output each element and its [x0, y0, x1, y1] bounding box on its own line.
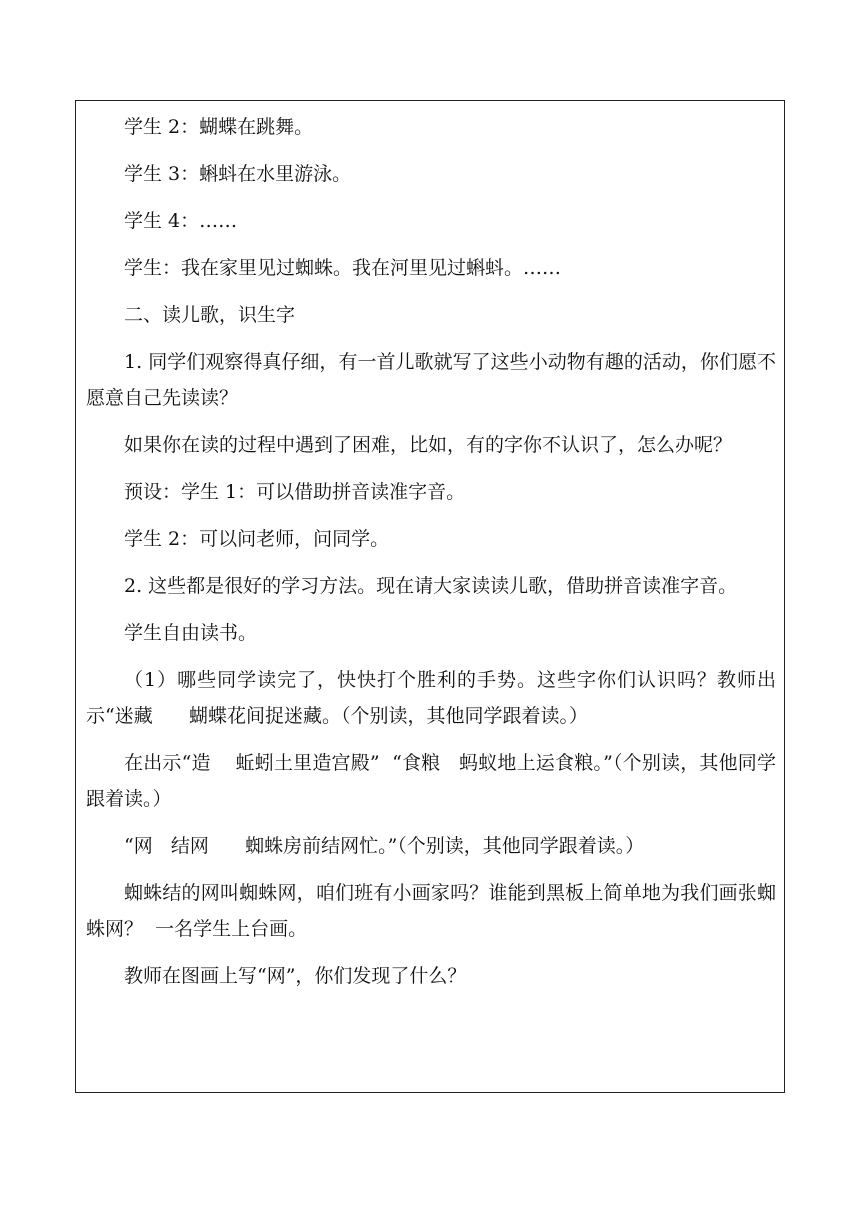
paragraph: 在出示“造 蚯蚓土里造宫殿” “食粮 蚂蚁地上运食粮。”（个别读，其他同学跟着读。） [86, 752, 776, 810]
paragraph: 学生 2：可以问老师，问同学。 [124, 528, 390, 550]
paragraph: 学生自由读书。 [124, 622, 258, 644]
paragraph: 如果你在读的过程中遇到了困难，比如，有的字你不认识了，怎么办呢？ [124, 434, 733, 456]
paragraph: 学生 2：蝴蝶在跳舞。 [124, 116, 314, 138]
paragraph: 学生：我在家里见过蜘蛛。我在河里见过蝌蚪。…… [124, 257, 562, 279]
paragraph: 教师在图画上写“网”，你们发现了什么？ [124, 965, 467, 987]
paragraph: “网 结网 蜘蛛房前结网忙。”（个别读，其他同学跟着读。） [124, 835, 645, 857]
paragraph: 2. 这些都是很好的学习方法。现在请大家读读儿歌，借助拼音读准字音。 [124, 575, 738, 597]
document-table-cell [75, 100, 785, 1093]
section-heading: 二、读儿歌，识生字 [124, 304, 296, 326]
lesson-text [86, 109, 776, 1005]
paragraph: 预设：学生 1：可以借助拼音读准字音。 [124, 481, 466, 503]
paragraph: （1）哪些同学读完了，快快打个胜利的手势。这些字你们认识吗？教师出示“迷藏 蝴蝶花间捉迷藏。（个别读，其他同学跟着读。） [86, 669, 776, 727]
paragraph: 1. 同学们观察得真仔细，有一首儿歌就写了这些小动物有趣的活动，你们愿不愿意自己先读读？ [86, 351, 776, 409]
paragraph: 蜘蛛结的网叫蜘蛛网，咱们班有小画家吗？谁能到黑板上简单地为我们画张蜘蛛网？ 一名学生上台画。 [86, 882, 776, 940]
paragraph: 学生 4：…… [124, 210, 238, 232]
paragraph: 学生 3：蝌蚪在水里游泳。 [124, 163, 352, 185]
